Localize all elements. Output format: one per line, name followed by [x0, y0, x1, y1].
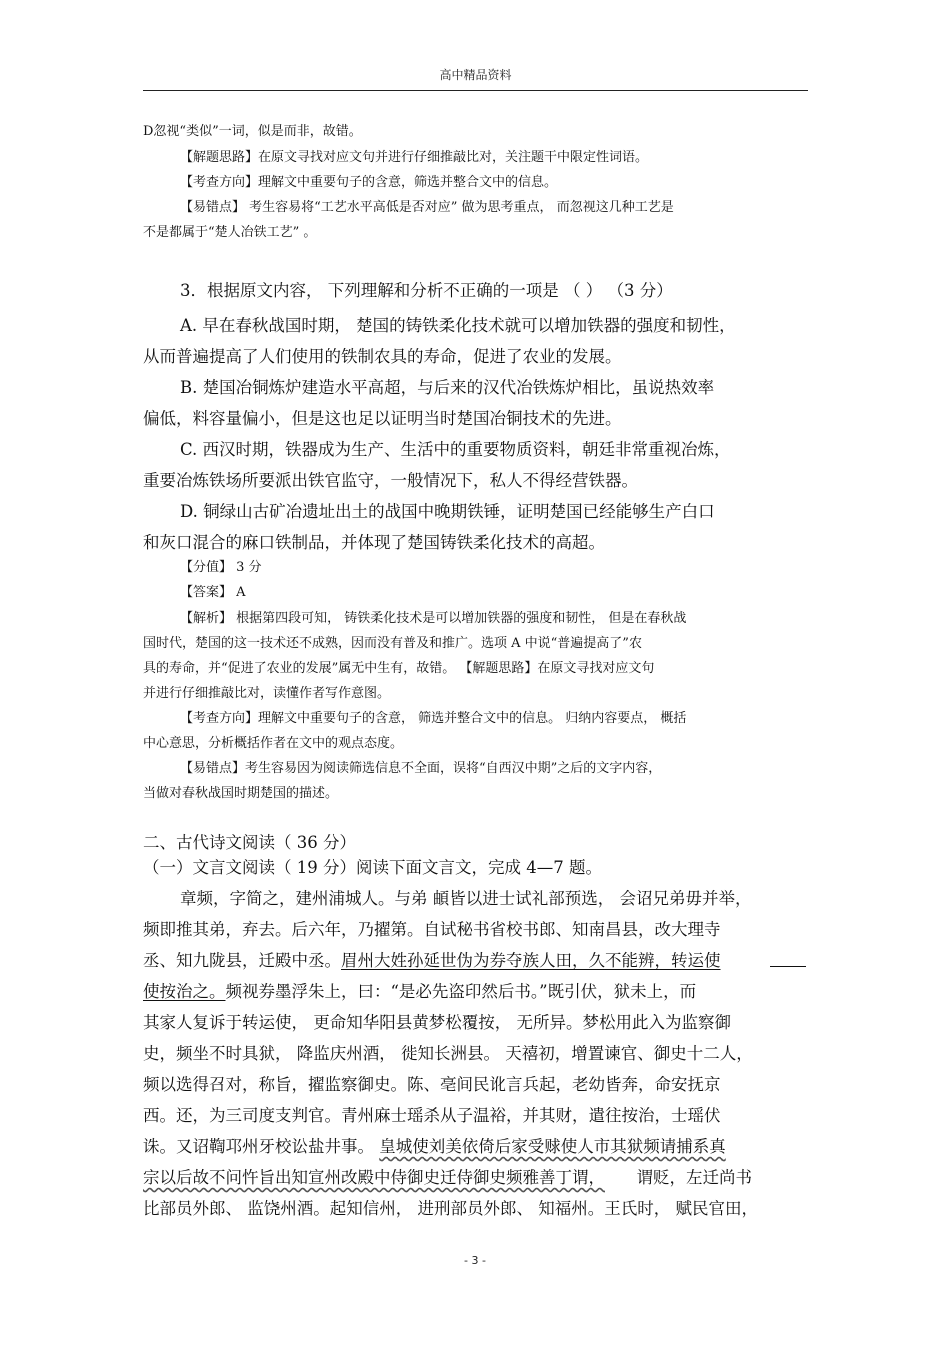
passage-text: 丞、知九陇县，迁殿中丞。 — [143, 951, 341, 970]
subsection-heading: （一）文言文阅读（ 19 分）阅读下面文言文，完成 4—7 题。 — [143, 858, 602, 877]
direction-line: 中心意思，分析概括作者在文中的观点态度。 — [143, 736, 404, 751]
error-point-line: 【易错点】考生容易因为阅读筛选信息不全面，误将“自西汉中期”之后的文字内容， — [180, 761, 662, 776]
header-rule — [143, 90, 808, 91]
passage-text: 谓贬，左迁尚书 — [605, 1168, 752, 1187]
explanation-line: 国时代，楚国的这一技术还不成熟，因而没有普及和推广。选项 A 中说“普遍提高了”农 — [143, 636, 642, 651]
passage-line: 频以选得召对，称旨，擢监察御史。陈、亳间民讹言兵起，老幼皆奔，命安抚京 — [143, 1075, 721, 1094]
page-header: 高中精品资料 — [439, 68, 512, 82]
underlined-sentence: 使按治之。 — [143, 982, 226, 1001]
passage-line — [143, 978, 696, 1002]
text-line: 【考查方向】理解文中重要句子的含意，筛选并整合文中的信息。 — [180, 175, 558, 190]
question-stem: 3．根据原文内容， 下列理解和分析不正确的一项是 （ ） （3 分） — [180, 281, 673, 300]
wavy-underlined-sentence: 皇城使刘美依倚后家受赇使人市其狱频请捕系真 — [379, 1137, 726, 1156]
score-label: 【分值】 3 分 — [180, 560, 262, 575]
passage-line: 比部员外郎、 监饶州酒。起知信州， 进刑部员外郎、 知福州。王氏时， 赋民官田， — [143, 1199, 758, 1218]
explanation-line: 【解析】 根据第四段可知， 铸铁柔化技术是可以增加铁器的强度和韧性， 但是在春秋战 — [180, 611, 687, 626]
passage-line: 其家人复诉于转运使， 更命知华阳县黄梦松覆按， 无所异。梦松用此入为监察御 — [143, 1013, 731, 1032]
page-number: - 3 - — [464, 1254, 486, 1267]
text-line: 不是都属于“楚人冶铁工艺” 。 — [143, 225, 317, 240]
wavy-underlined-sentence: 宗以后故不问忤旨出知宣州改殿中侍御史迁侍御史频雅善丁谓， — [143, 1168, 605, 1187]
option-b-cont: 偏低，料容量偏小，但是这也足以证明当时楚国冶铜技术的先进。 — [143, 409, 622, 428]
text-line: D忽视“类似”一词，似是而非，故错。 — [143, 124, 362, 139]
passage-line: 史，频坐不时具狱， 降监庆州酒， 徙知长洲县。 天禧初，增置谏官、御史十二人， — [143, 1044, 753, 1063]
option-b: B. 楚国冶铜炼炉建造水平高超，与后来的汉代冶铁炼炉相比，虽说热效率 — [180, 378, 715, 397]
direction-line: 【考查方向】理解文中重要句子的含意， 筛选并整合文中的信息。 归纳内容要点， 概括 — [180, 711, 687, 726]
section-heading: 二、古代诗文阅读（ 36 分） — [143, 833, 356, 852]
passage-line — [143, 1133, 726, 1157]
text-line: 【解题思路】在原文寻找对应文句并进行仔细推敲比对，关注题干中限定性词语。 — [180, 150, 649, 165]
option-d-cont: 和灰口混合的麻口铁制品，并体现了楚国铸铁柔化技术的高超。 — [143, 533, 605, 552]
option-a: A. 早在春秋战国时期， 楚国的铸铁柔化技术就可以增加铁器的强度和韧性， — [180, 316, 736, 335]
text-line: 【易错点】 考生容易将“工艺水平高低是否对应” 做为思考重点， 而忽视这几种工艺是 — [180, 200, 674, 215]
option-d: D. 铜绿山古矿冶遗址出土的战国中晚期铁锤，证明楚国已经能够生产白口 — [180, 502, 715, 521]
option-a-cont: 从而普遍提高了人们使用的铁制农具的寿命，促进了农业的发展。 — [143, 347, 622, 366]
underlined-sentence: 眉州大姓孙延世伪为券夺族人田，久不能辨，转运使 — [341, 951, 721, 970]
option-c-cont: 重要冶炼铁场所要派出铁官监守，一般情况下，私人不得经营铁器。 — [143, 471, 638, 490]
error-point-line: 当做对春秋战国时期楚国的描述。 — [143, 786, 339, 801]
underline-extension — [770, 966, 806, 967]
explanation-line: 具的寿命，并“促进了农业的发展”属无中生有，故错。 【解题思路】在原文寻找对应文句 — [143, 661, 655, 676]
passage-line — [143, 1164, 752, 1188]
passage-line: 章频，字简之，建州浦城人。与弟 頔皆以进士试礼部预选， 会诏兄弟毋并举， — [180, 889, 752, 908]
passage-text: 诛。又诏鞫邛州牙校讼盐井事。 — [143, 1137, 380, 1156]
option-c: C. 西汉时期，铁器成为生产、生活中的重要物质资料，朝廷非常重视冶炼， — [180, 440, 731, 459]
passage-text: 频视券墨浮朱上，曰：“是必先盗印然后书。”既引伏，狱未上，而 — [225, 982, 697, 1001]
passage-line — [143, 947, 721, 971]
passage-line: 频即推其弟，弃去。后六年，乃擢第。自试秘书省校书郎、知南昌县，改大理寺 — [143, 920, 721, 939]
passage-line: 西。还，为三司度支判官。青州麻士瑶杀从子温裕，并其财，遣往按治，士瑶伏 — [143, 1106, 721, 1125]
answer-label: 【答案】 A — [180, 585, 246, 600]
explanation-line: 并进行仔细推敲比对，读懂作者写作意图。 — [143, 686, 391, 701]
